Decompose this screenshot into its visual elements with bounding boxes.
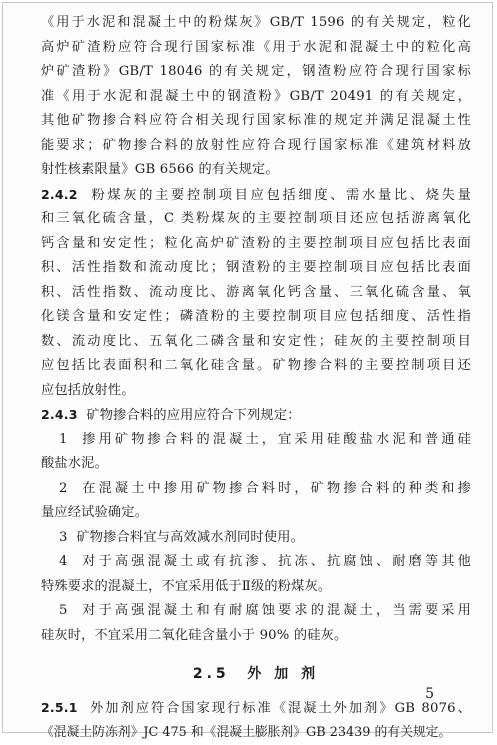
document-page xyxy=(2,2,493,733)
clause-2-4-2 xyxy=(41,183,471,404)
text-line: 在混凝土中掺用矿物掺合料时，矿物掺合料的种类和掺 xyxy=(82,481,471,496)
text-line: 对于高强混凝土或有抗渗、抗冻、抗腐蚀、耐磨等其他 xyxy=(82,554,471,569)
clause-2-4-3 xyxy=(41,403,471,648)
text-line: 量应经试验确定。 xyxy=(41,501,471,526)
clause-2-5-1 xyxy=(41,696,471,745)
page-content xyxy=(41,11,471,745)
text-line: 《用于水泥和混凝土中的粉煤灰》GB/T 1596 的有关规定，粒化 xyxy=(41,11,471,36)
item-number: 1 xyxy=(59,432,68,447)
text-line: 积、活性指数和流动度比；钢渣粉的主要控制项目应包括比表面 xyxy=(41,256,471,281)
section-title: 外 加 剂 xyxy=(247,666,319,682)
clause-number: 2.4.3 xyxy=(41,407,78,422)
text-line: 积、活性指数、流动度比、游离氧化钙含量、三氧化硫含量、氧 xyxy=(41,281,471,306)
text-line: 粉煤灰的主要控制项目应包括细度、需水量比、烧失量 xyxy=(91,188,471,203)
item-number: 3 xyxy=(59,530,68,545)
clause-number: 2.5.1 xyxy=(41,700,78,715)
text-line: 《混凝土防冻剂》JC 475 和《混凝土膨胀剂》GB 23439 的有关规定。 xyxy=(41,721,471,745)
page-number: 5 xyxy=(425,686,434,702)
text-line: 化镁含量和安定性；磷渣粉的主要控制项目应包括细度、活性指 xyxy=(41,305,471,330)
text-line: 炉矿渣粉》GB/T 18046 的有关规定，钢渣粉应符合现行国家标 xyxy=(41,60,471,85)
clause-intro: 矿物掺合料的应用应符合下列规定： xyxy=(86,408,300,423)
text-line: 和三氧化硫含量，C 类粉煤灰的主要控制项目还应包括游离氧化 xyxy=(41,207,471,232)
item-number: 4 xyxy=(59,554,68,569)
text-line: 掺用矿物掺合料的混凝土，宜采用硅酸盐水泥和普通硅 xyxy=(82,432,471,447)
text-line: 能要求；矿物掺合料的放射性应符合现行国家标准《建筑材料放 xyxy=(41,134,471,159)
text-line: 准《用于水泥和混凝土中的钢渣粉》GB/T 20491 的有关规定， xyxy=(41,85,471,110)
text-line: 酸盐水泥。 xyxy=(41,452,471,477)
clause-number: 2.4.2 xyxy=(41,187,78,202)
text-line: 外加剂应符合国家现行标准《混凝土外加剂》GB 8076、 xyxy=(90,701,471,716)
text-line: 特殊要求的混凝土，不宜采用低于Ⅱ级的粉煤灰。 xyxy=(41,575,471,600)
text-line: 钙含量和安定性；粒化高炉矿渣粉的主要控制项目应包括比表面 xyxy=(41,232,471,257)
text-line: 应包括放射性。 xyxy=(41,379,471,404)
paragraph-continuation xyxy=(41,11,471,183)
text-line: 数、流动度比、五氧化二磷含量和安定性；硅灰的主要控制项目 xyxy=(41,330,471,355)
text-line: 高炉矿渣粉应符合现行国家标准《用于水泥和混凝土中的粒化高 xyxy=(41,36,471,61)
text-line: 对于高强混凝土和有耐腐蚀要求的混凝土，当需要采用 xyxy=(82,603,471,618)
text-line: 其他矿物掺合料应符合相关现行国家标准的规定并满足混凝土性 xyxy=(41,109,471,134)
section-heading xyxy=(41,652,471,696)
text-line: 射性核素限量》GB 6566 的有关规定。 xyxy=(41,158,471,183)
item-number: 2 xyxy=(59,481,68,496)
item-number: 5 xyxy=(59,603,68,618)
text-line: 应包括比表面积和二氧化硅含量。矿物掺合料的主要控制项目还 xyxy=(41,354,471,379)
text-line: 硅灰时，不宜采用二氧化硅含量小于 90% 的硅灰。 xyxy=(41,624,471,649)
section-number: 2.5 xyxy=(193,666,230,682)
text-line: 矿物掺合料宜与高效减水剂同时使用。 xyxy=(76,530,304,545)
